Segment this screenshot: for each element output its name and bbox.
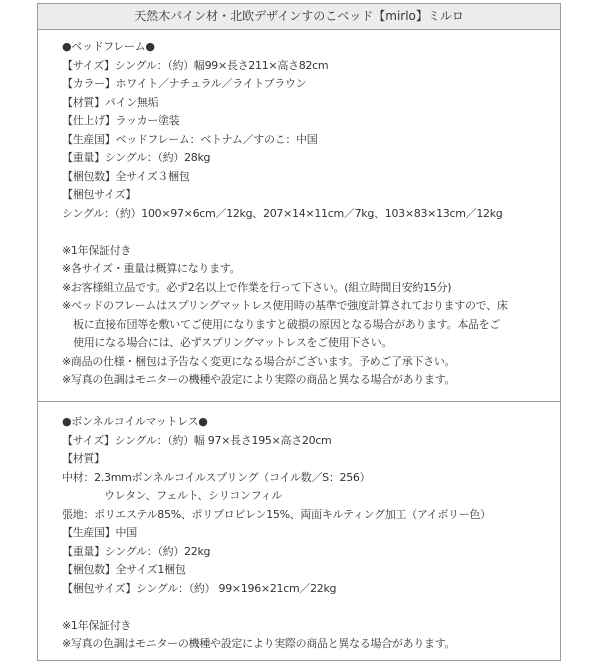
bed-frame-section xyxy=(38,29,560,402)
bed-size: 【サイズ】シングル：（約）幅99×長さ211×高さ82cm xyxy=(62,59,329,72)
spec-table xyxy=(37,3,561,661)
mattress-section xyxy=(38,402,560,660)
bed-finish: 【仕上げ】ラッカー塗装 xyxy=(62,114,180,127)
bed-note-strength-2: 板に直接布団等を敷いてご使用になりますと破損の原因となる場合があります。本品をご xyxy=(73,318,501,331)
mattress-fabric: 張地：ポリエステル85%、ポリプロピレン15%、両面キルティング加工（アイボリー色） xyxy=(62,508,491,521)
mattress-core: 中材：2.3mmボンネルコイルスプリング（コイル数／S：256） xyxy=(62,471,371,484)
bed-packages: 【梱包数】全サイズ３梱包 xyxy=(62,170,190,183)
mattress-pack-size: 【梱包サイズ】シングル：（約） 99×196×21cm／22kg xyxy=(62,582,337,595)
mattress-size: 【サイズ】シングル：（約）幅 97×長さ195×高さ20cm xyxy=(62,434,332,447)
bed-note-color: ※写真の色調はモニターの機種や設定により実際の商品と異なる場合があります。 xyxy=(62,373,456,386)
mattress-note-color: ※写真の色調はモニターの機種や設定により実際の商品と異なる場合があります。 xyxy=(62,637,456,650)
product-title: 天然木パイン材・北欧デザインすのこベッド【mirlo】ミルロ xyxy=(38,4,560,30)
bed-color: 【カラー】ホワイト／ナチュラル／ライトブラウン xyxy=(62,77,307,90)
bed-material: 【材質】パイン無垢 xyxy=(62,96,159,109)
bed-note-warranty: ※1年保証付き xyxy=(62,244,132,257)
bed-pack-size-label: 【梱包サイズ】 xyxy=(62,188,137,201)
bed-note-strength-3: 使用になる場合には、必ずスプリングマットレスをご使用下さい。 xyxy=(73,336,393,349)
bed-heading: ●ベッドフレーム● xyxy=(62,40,155,53)
bed-pack-size: シングル：（約）100×97×6cm／12kg、207×14×11cm／7kg、103×83×13cm／12kg xyxy=(62,207,503,220)
mattress-packages: 【梱包数】全サイズ1梱包 xyxy=(62,563,186,576)
bed-origin: 【生産国】ベッドフレーム：ベトナム／すのこ：中国 xyxy=(62,133,318,146)
mattress-note-warranty: ※1年保証付き xyxy=(62,619,132,632)
mattress-origin: 【生産国】中国 xyxy=(62,526,137,539)
bed-note-strength: ※ベッドのフレームはスプリングマットレス使用時の基準で強度計算されておりますので、床 xyxy=(62,299,508,312)
mattress-heading: ●ボンネルコイルマットレス● xyxy=(62,415,208,428)
bed-weight: 【重量】シングル：（約）28kg xyxy=(62,151,211,164)
bed-note-approx: ※各サイズ・重量は概算になります。 xyxy=(62,262,241,275)
mattress-material-label: 【材質】 xyxy=(62,452,105,465)
bed-note-spec-change: ※商品の仕様・梱包は予告なく変更になる場合がございます。予めご了承下さい。 xyxy=(62,355,456,368)
mattress-core-2: ウレタン、フェルト、シリコンフィル xyxy=(104,489,282,502)
bed-note-assembly: ※お客様組立品です。必ず2名以上で作業を行って下さい。(組立時間目安約15分) xyxy=(62,281,452,294)
mattress-weight: 【重量】シングル：（約）22kg xyxy=(62,545,211,558)
